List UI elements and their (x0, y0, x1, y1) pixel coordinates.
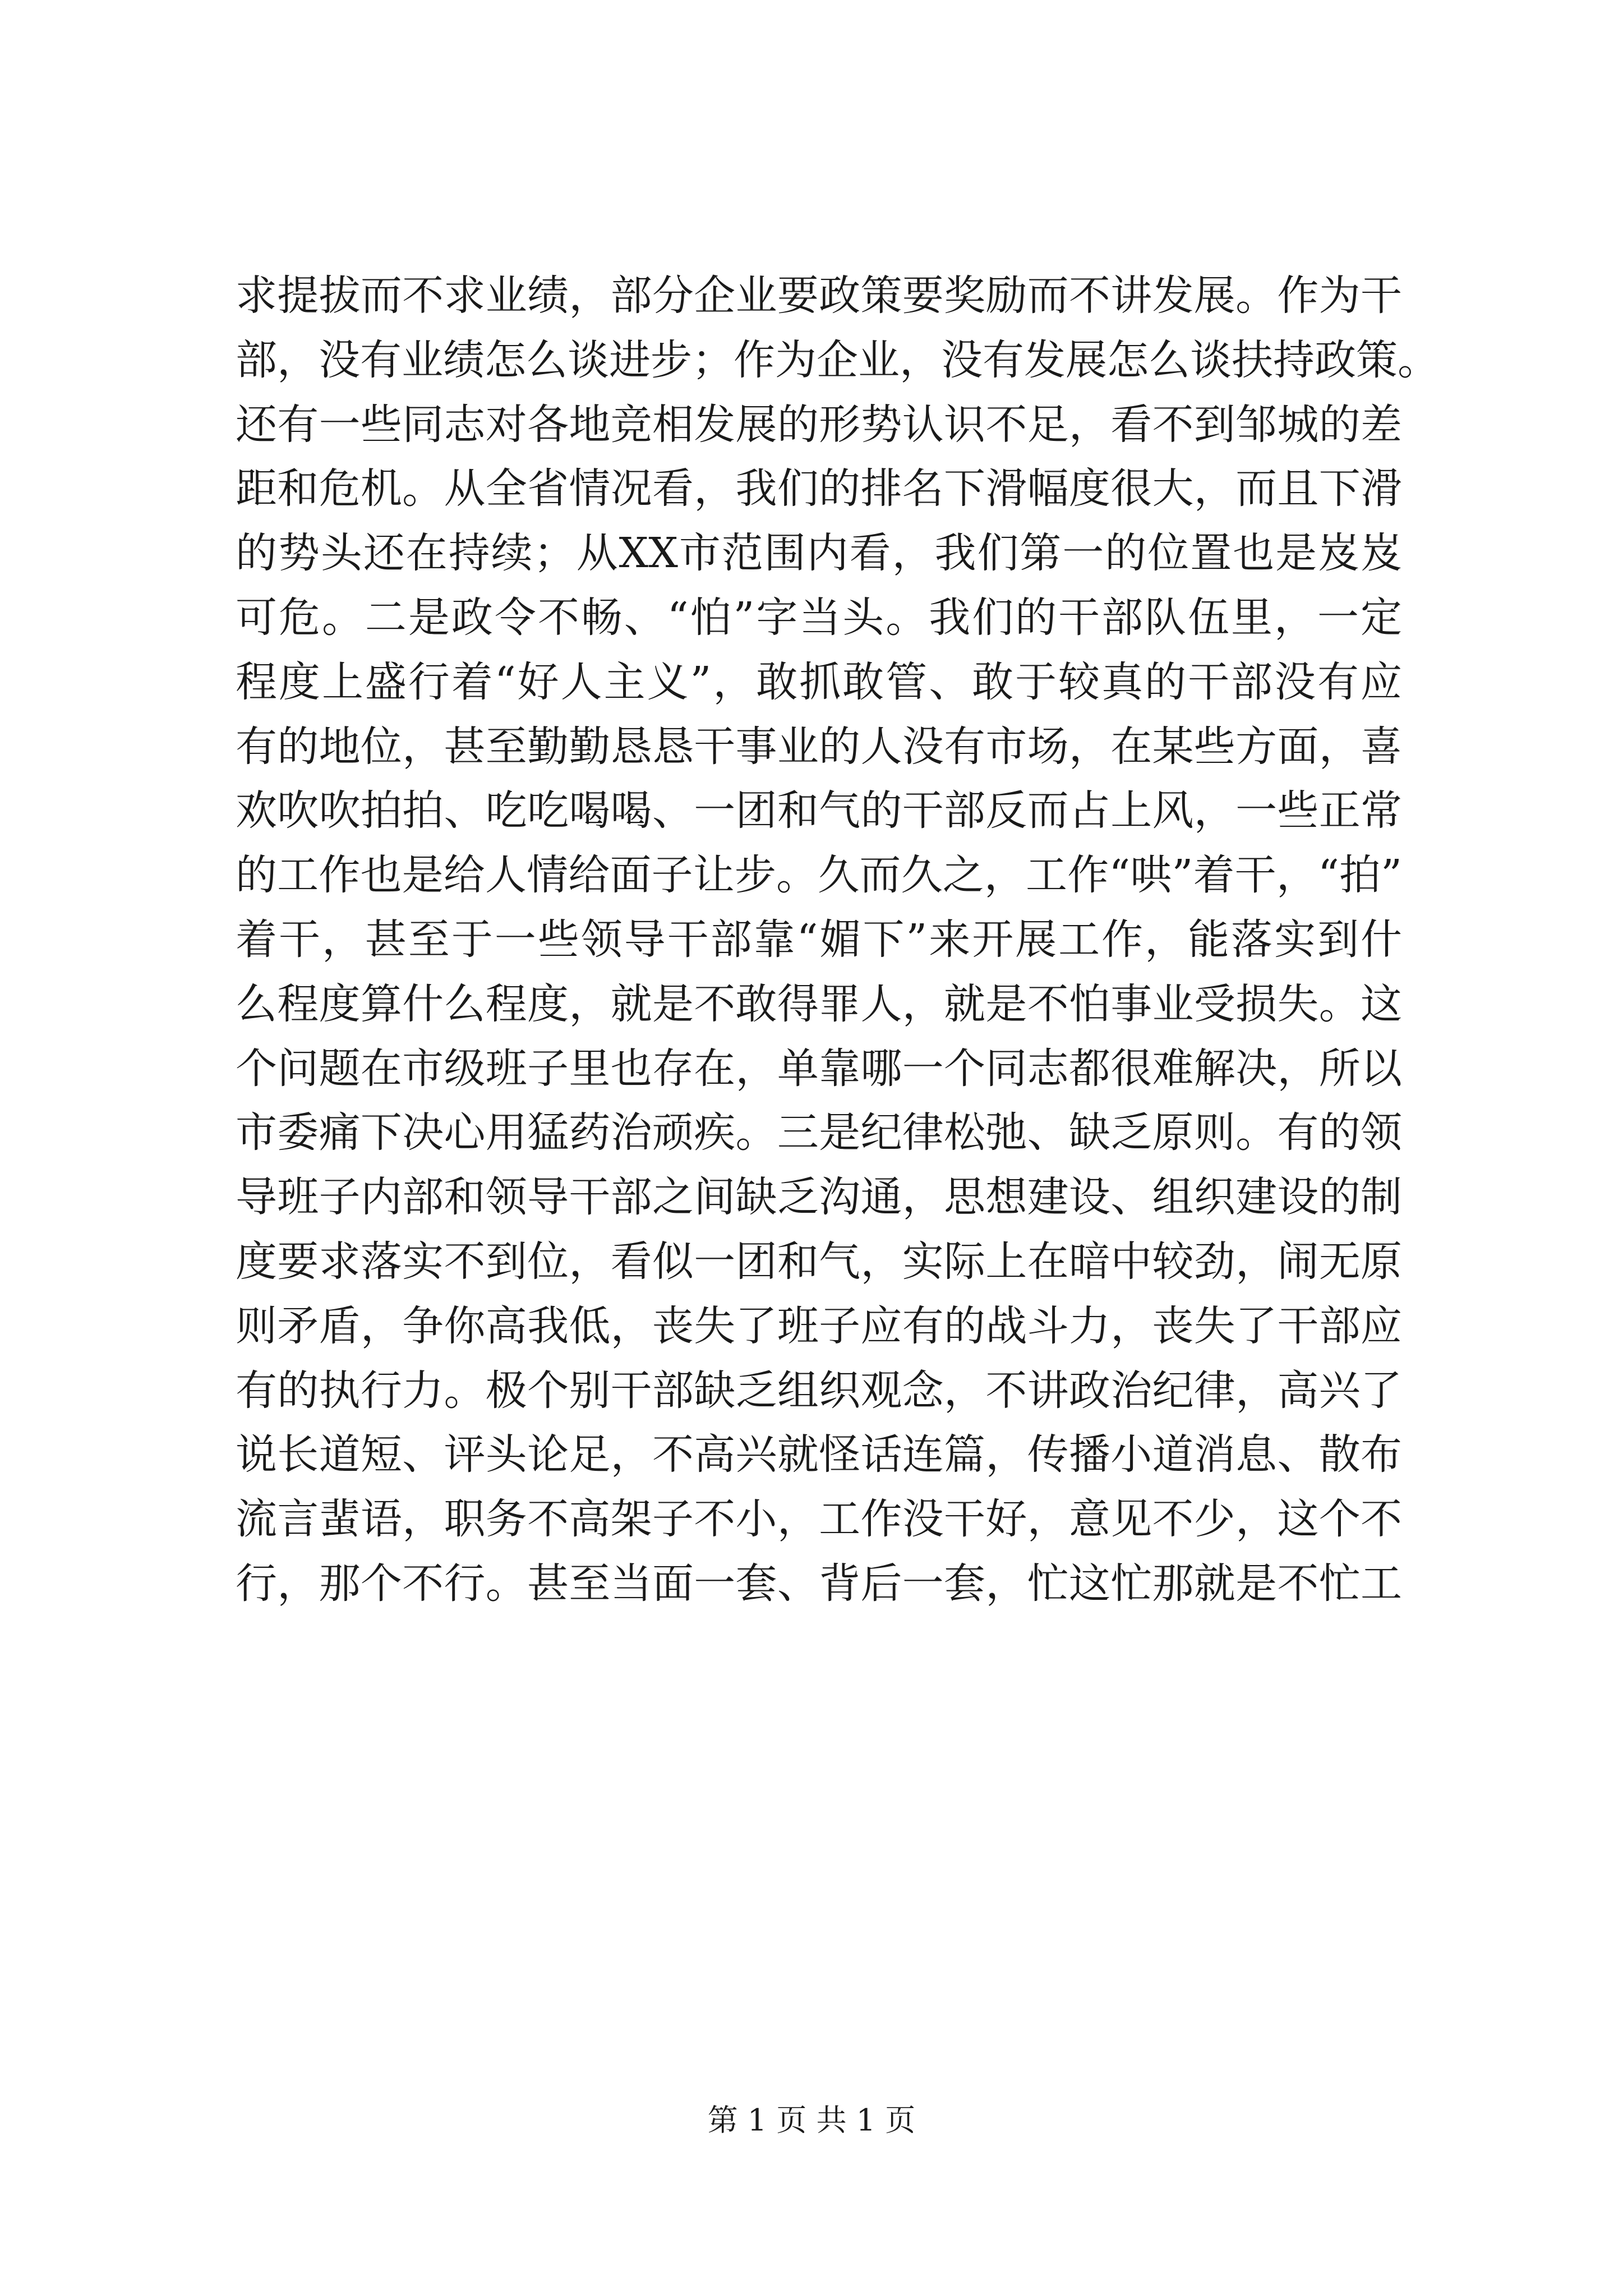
text-line: 距和危机。从全省情况看，我们的排名下滑幅度很大，而且下滑 (236, 464, 1402, 513)
text-line: 的工作也是给人情给面子让步。久而久之，工作“哄”着干，“拍” (236, 851, 1402, 900)
text-line: 导班子内部和领导干部之间缺乏沟通，思想建设、组织建设的制 (236, 1173, 1402, 1222)
page-number-label: 第 1 页 共 1 页 (707, 2102, 916, 2138)
text-line: 求提拔而不求业绩，部分企业要政策要奖励而不讲发展。作为干 (236, 272, 1402, 320)
text-line: 度要求落实不到位，看似一团和气，实际上在暗中较劲，闹无原 (236, 1237, 1402, 1286)
text-line: 还有一些同志对各地竞相发展的形势认识不足，看不到邹城的差 (236, 400, 1402, 449)
text-line: 的势头还在持续；从XX市范围内看，我们第一的位置也是岌岌 (236, 529, 1402, 578)
text-line: 市委痛下决心用猛药治顽疾。三是纪律松弛、缺乏原则。有的领 (236, 1108, 1402, 1157)
text-line: 部，没有业绩怎么谈进步；作为企业，没有发展怎么谈扶持政策。 (236, 335, 1439, 384)
text-line: 有的执行力。极个别干部缺乏组织观念，不讲政治纪律，高兴了 (236, 1366, 1402, 1415)
text-line: 么程度算什么程度，就是不敢得罪人，就是不怕事业受损失。这 (236, 979, 1402, 1028)
text-line: 流言蜚语，职务不高架子不小，工作没干好，意见不少，这个不 (236, 1495, 1402, 1544)
text-line: 有的地位，甚至勤勤恳恳干事业的人没有市场，在某些方面，喜 (236, 722, 1402, 771)
text-line: 则矛盾，争你高我低，丧失了班子应有的战斗力，丧失了干部应 (236, 1301, 1402, 1350)
body-paragraph (236, 264, 1439, 1616)
text-line: 欢吹吹拍拍、吃吃喝喝、一团和气的干部反而占上风，一些正常 (236, 786, 1402, 835)
page-footer (0, 2098, 1623, 2143)
text-line: 个问题在市级班子里也存在，单靠哪一个同志都很难解决，所以 (236, 1044, 1402, 1093)
text-line: 程度上盛行着“好人主义”，敢抓敢管、敢于较真的干部没有应 (236, 657, 1402, 706)
text-line: 可危。二是政令不畅、“怕”字当头。我们的干部队伍里，一定 (236, 593, 1402, 642)
text-line: 行，那个不行。甚至当面一套、背后一套，忙这忙那就是不忙工 (236, 1559, 1402, 1608)
text-line: 着干，甚至于一些领导干部靠“媚下”来开展工作，能落实到什 (236, 915, 1402, 964)
text-line: 说长道短、评头论足，不高兴就怪话连篇，传播小道消息、散布 (236, 1430, 1402, 1479)
